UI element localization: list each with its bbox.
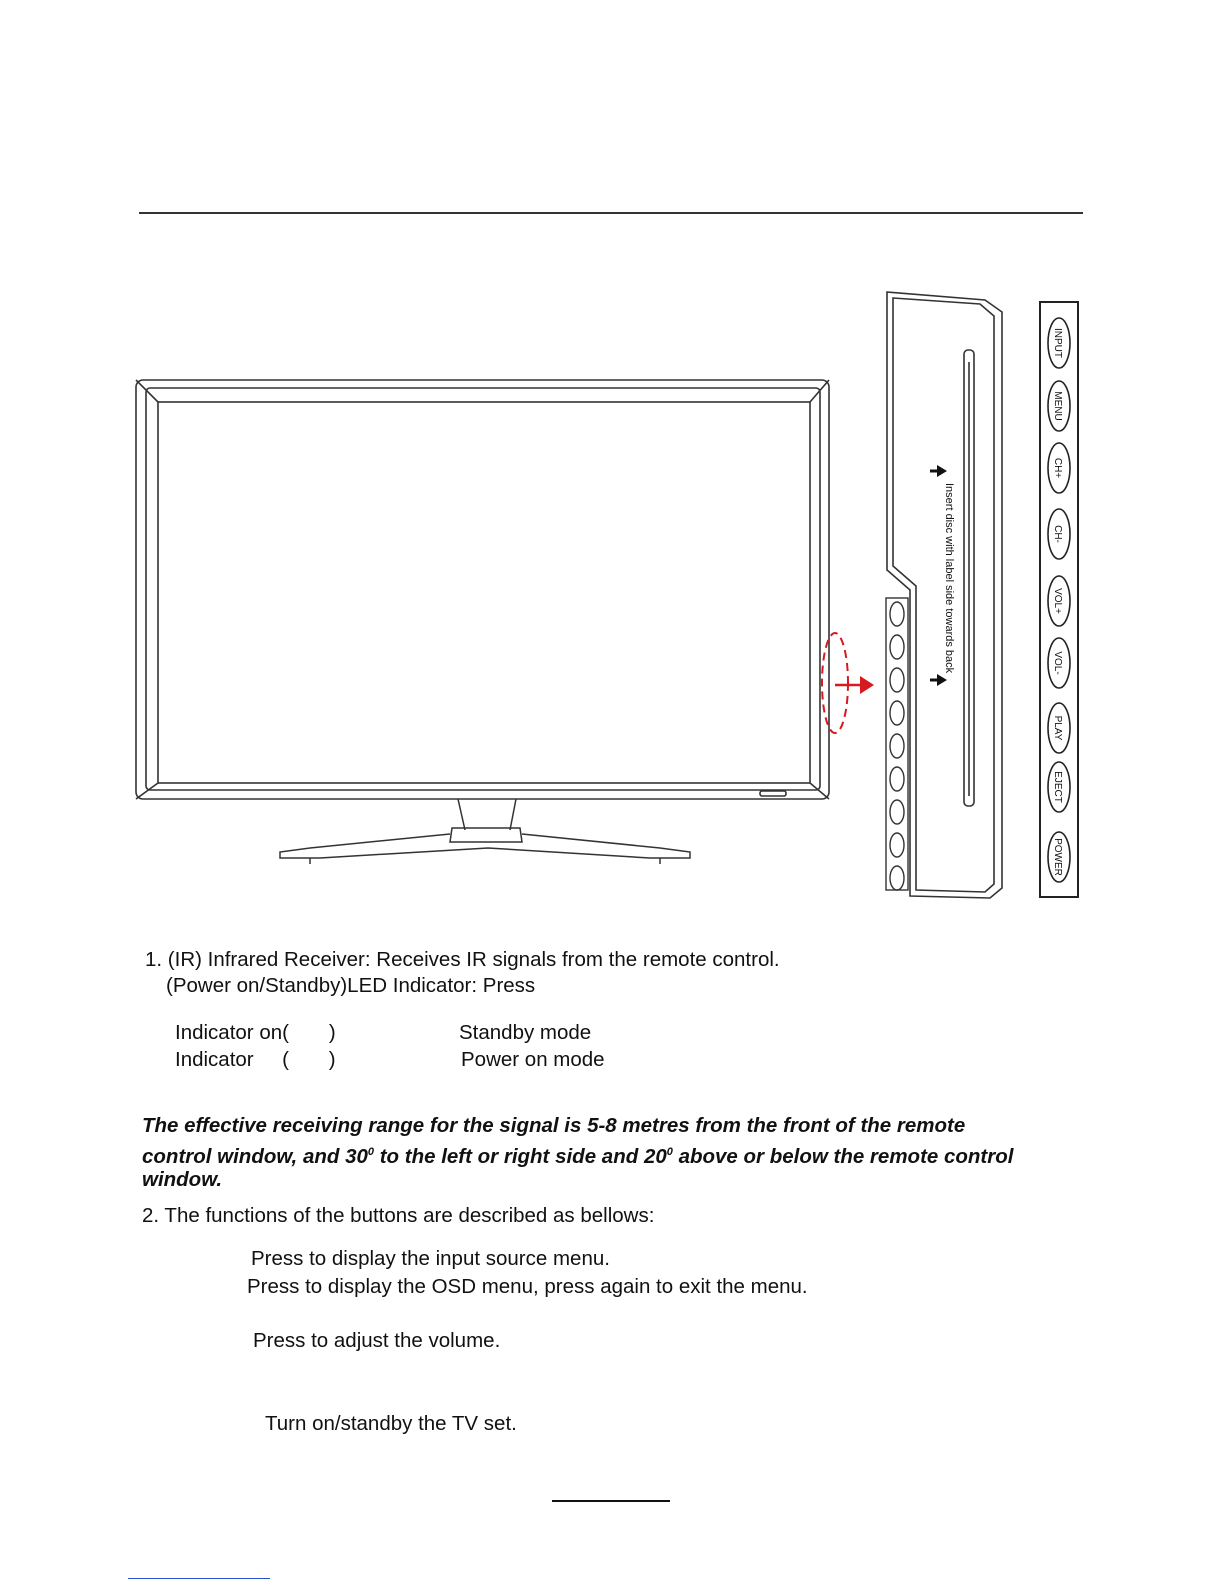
- side-button-label: VOL+: [1052, 588, 1063, 614]
- side-button-strip-small: [886, 598, 908, 890]
- func-volume: Press to adjust the volume.: [253, 1329, 501, 1352]
- func-menu: Press to display the OSD menu, press again to exit the menu.: [247, 1275, 808, 1298]
- side-button-column: [1040, 302, 1078, 897]
- side-button-menu: [1048, 381, 1070, 431]
- side-button-label: VOL-: [1052, 651, 1063, 675]
- indicator1-label: Indicator on( ): [175, 1021, 336, 1044]
- side-button-input: [1048, 318, 1070, 368]
- side-button-power: [1048, 832, 1070, 882]
- footer-rule: [552, 1500, 670, 1502]
- func-input: Press to display the input source menu.: [251, 1247, 610, 1270]
- range-note-line1: The effective receiving range for the signal is 5-8 metres from the front of the remote: [142, 1114, 966, 1137]
- item2-heading: 2. The functions of the buttons are described as bellows:: [142, 1204, 655, 1227]
- indicator2-mode: Power on mode: [461, 1048, 605, 1071]
- side-button-label: PLAY: [1052, 715, 1063, 741]
- side-button-label: CH+: [1052, 457, 1063, 479]
- side-button-label: POWER: [1052, 838, 1063, 876]
- insert-arrow-icon: [937, 674, 947, 686]
- side-button-chminus: [1048, 509, 1070, 559]
- slot-label: Insert disc with label side towards back: [943, 483, 955, 674]
- side-button-volplus: [1048, 576, 1070, 626]
- ir-callout-ellipse: [822, 633, 848, 733]
- side-button-play: [1048, 703, 1070, 753]
- indicator1-mode: Standby mode: [459, 1021, 592, 1044]
- side-button-label: MENU: [1052, 391, 1063, 421]
- side-button-chplus: [1048, 443, 1070, 493]
- side-button-volminus: [1048, 638, 1070, 688]
- range-note-line3: window.: [142, 1168, 223, 1191]
- indicator2-label: Indicator ( ): [175, 1048, 336, 1071]
- item1-line1: 1. (IR) Infrared Receiver: Receives IR signals from the remote control.: [145, 948, 780, 971]
- side-button-label: CH-: [1052, 525, 1063, 543]
- footer-link-underline: [128, 1578, 270, 1579]
- range-note-line2: control window, and $30^0$ to the left or right side and $20^0$ above or below the remote control: [142, 1144, 1014, 1168]
- side-button-label: EJECT: [1052, 771, 1063, 803]
- side-button-label: INPUT: [1052, 328, 1063, 358]
- insert-arrow-icon: [937, 465, 947, 477]
- tv-stand: [280, 799, 690, 864]
- side-button-eject: [1048, 762, 1070, 812]
- red-arrow-icon: [860, 676, 874, 694]
- tv-frame: [136, 380, 829, 799]
- item1-line2: (Power on/Standby)LED Indicator: Press: [166, 974, 536, 997]
- func-power: Turn on/standby the TV set.: [265, 1412, 517, 1435]
